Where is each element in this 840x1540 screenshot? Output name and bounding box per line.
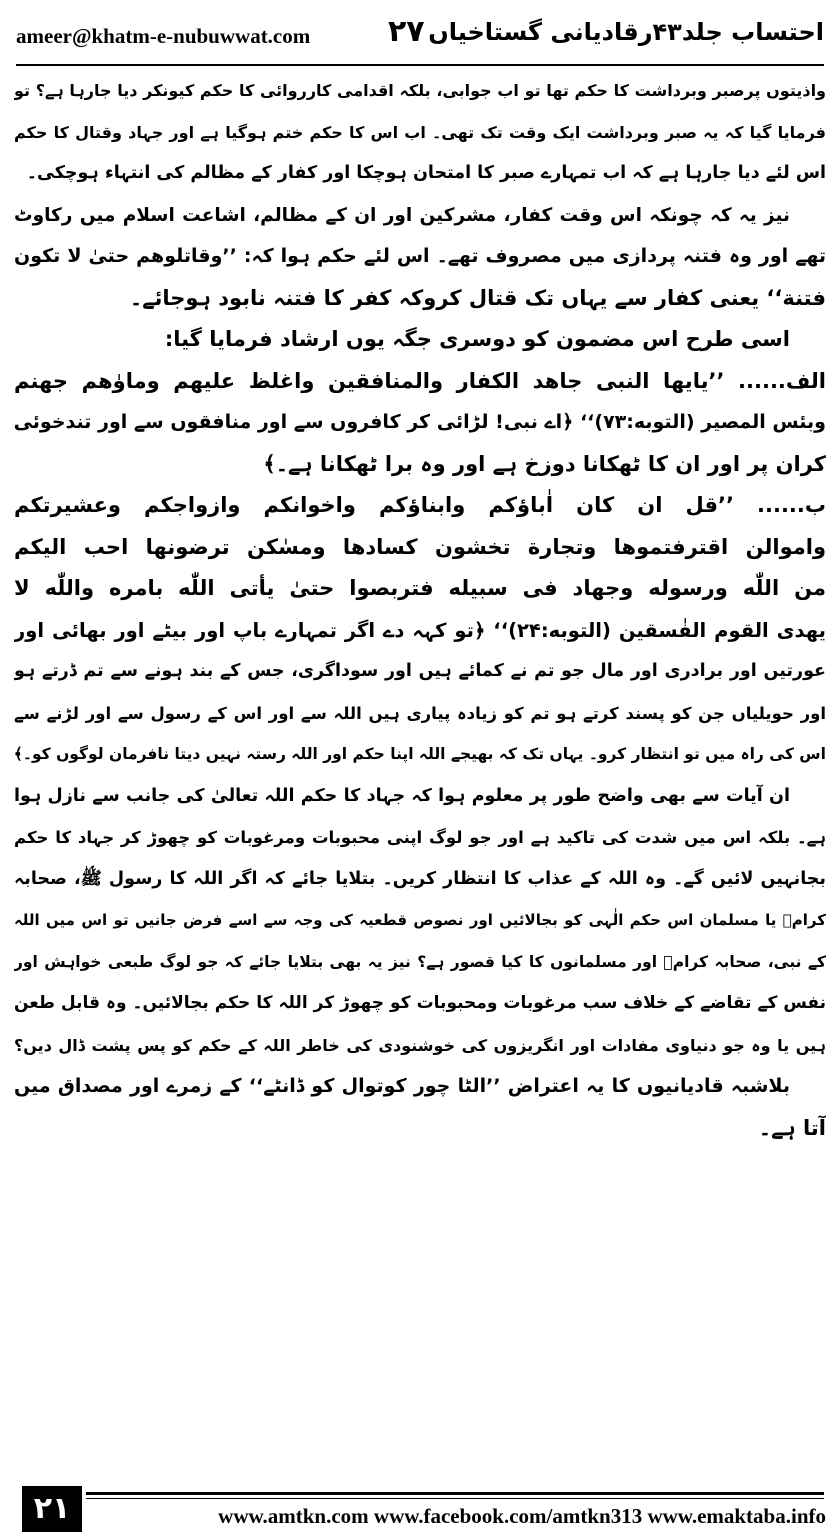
- page-body: [14, 70, 826, 1438]
- text-line: الف...... ’’یایھا النبی جاھد الکفار والمنافقین واغلظ علیھم وماوٰھم جھنم: [14, 368, 826, 393]
- text-line: تھے اور وہ فتنہ پردازی میں مصروف تھے۔ اس لئے حکم ہوا کہ: ’’وقاتلوھم حتیٰ لا تکون: [14, 245, 826, 267]
- text-line: نفس کے تقاضے کے خلاف سب مرغوبات ومحبوبات کو چھوڑ کر اللہ کا حکم بجالائیں۔ وہ قابل طعن: [14, 993, 826, 1013]
- page-header: [0, 0, 840, 62]
- text-line: اس کی راہ میں تو انتظار کرو۔ یہاں تک کہ بھیجے اللہ اپنا حکم اور اللہ رستہ نہیں دیتا نافرمان لوگوں کو۔﴾: [14, 745, 826, 763]
- text-line: ان آیات سے بھی واضح طور پر معلوم ہوا کہ جہاد کا حکم اللہ تعالیٰ کی جانب سے نازل ہوا: [14, 785, 790, 806]
- text-line: واذیتوں پرصبر وبرداشت کا حکم تھا تو اب جوابی، بلکہ اقدامی کارروائی کا حکم کیونکر دیا جارہا ہے؟ تو: [14, 81, 826, 100]
- text-line: اور حویلیاں جن کو پسند کرتے ہو تم کو زیادہ پیاری ہیں اللہ سے اور اس کے رسول سے اور لڑنے سے: [14, 703, 826, 723]
- text-line: فتنة‘‘ یعنی کفار سے یہاں تک قتال کروکہ کفر کا فتنہ نابود ہوجائے۔: [129, 285, 826, 310]
- text-line: اسی طرح اس مضمون کو دوسری جگہ یوں ارشاد فرمایا گیا:: [164, 327, 790, 351]
- text-line: اس لئے دیا جارہا ہے کہ اب تمہارے صبر کا امتحان ہوچکا اور کفار کے مظالم کی انتہاء ہوچکی۔: [26, 163, 826, 183]
- header-divider: [16, 64, 824, 66]
- text-line: ب...... ’’قل ان کان اٰباؤکم وابناؤکم واخوانکم وازواجکم وعشیرتکم: [14, 493, 826, 517]
- text-line: کرامؓ یا مسلمان اس حکم الٰہی کو بجالائیں اور نصوص قطعیہ کی وجہ سے اسے فرض جانیں تو اس میں اللہ: [14, 911, 826, 929]
- page-number: ۲۱: [22, 1486, 82, 1532]
- footer-divider-thin: [86, 1498, 824, 1499]
- text-line: کران پر اور ان کا ٹھکانا دوزخ ہے اور وہ برا ٹھکانا ہے۔﴾: [263, 451, 826, 476]
- text-line: آتا ہے۔: [758, 1115, 826, 1140]
- text-line: وبئس المصیر (التوبه:۷۳)‘‘ ﴿اے نبی! لڑائی کر کافروں سے اور منافقوں سے اور تندخوئی: [14, 411, 826, 433]
- text-line: کے نبی، صحابہ کرامؓ اور مسلمانوں کا کیا قصور ہے؟ نیز یہ بھی بتلایا جائے کہ جو لوگ طبعی خواہش اور: [14, 952, 826, 971]
- text-line: یھدی القوم الفٰسقین (التوبه:۲۴)‘‘ ﴿تو کہہ دے اگر تمہارے باپ اور بیٹے اور بھائی اور: [14, 618, 826, 642]
- header-email: ameer@khatm-e-nubuwwat.com: [16, 24, 311, 48]
- text-line: واموالن اقترفتموھا وتجارة تخشون کسادھا ومسٰکن ترضونھا احب الیکم: [14, 534, 826, 559]
- text-line: فرمایا گیا کہ یہ صبر وبرداشت ایک وقت تک تھی۔ اب اس کا حکم ختم ہوگیا ہے اور جہاد وقتال کا حکم: [14, 122, 826, 142]
- header-page-reference: ۲۷: [388, 14, 425, 49]
- page-footer: [0, 1486, 840, 1540]
- text-line: بجانہیں لائیں گے۔ وہ اللہ کے عذاب کا انتظار کریں۔ بتلایا جائے کہ اگر اللہ کا رسول ﷺ، صحابہ: [14, 868, 826, 889]
- footer-divider: [86, 1492, 824, 1495]
- text-line: ہیں یا وہ جو دنیاوی مفادات اور انگریزوں کی خوشنودی کی خاطر اللہ کے حکم کو پس پشت ڈال دیں؟: [14, 1035, 826, 1055]
- header-title: احتساب جلد۴۳رقادیانی گستاخیاں: [428, 18, 824, 46]
- text-line: بلاشبہ قادیانیوں کا یہ اعتراض ’’الٹا چور کوتوال کو ڈانٹے‘‘ کے زمرے اور مصداق میں: [14, 1075, 790, 1097]
- text-line: من اللّٰه ورسوله وجھاد فی سبیله فتربصوا حتیٰ یأتی اللّٰه بامره واللّٰه لا: [14, 576, 826, 600]
- text-line: ہے۔ بلکہ اس میں شدت کی تاکید ہے اور جو لوگ اپنی محبوبات ومرغوبات کو چھوڑ کر جہاد کا حکم: [14, 828, 826, 847]
- text-line: عورتیں اور برادری اور مال جو تم نے کمائے ہیں اور سوداگری، جس کے بند ہونے سے تم ڈرتے ہو: [14, 661, 826, 681]
- text-line: نیز یہ کہ چونکہ اس وقت کفار، مشرکین اور ان کے مظالم، اشاعت اسلام میں رکاوٹ: [14, 204, 790, 226]
- footer-links: www.amtkn.com www.facebook.com/amtkn313 www.emaktaba.info: [218, 1504, 826, 1528]
